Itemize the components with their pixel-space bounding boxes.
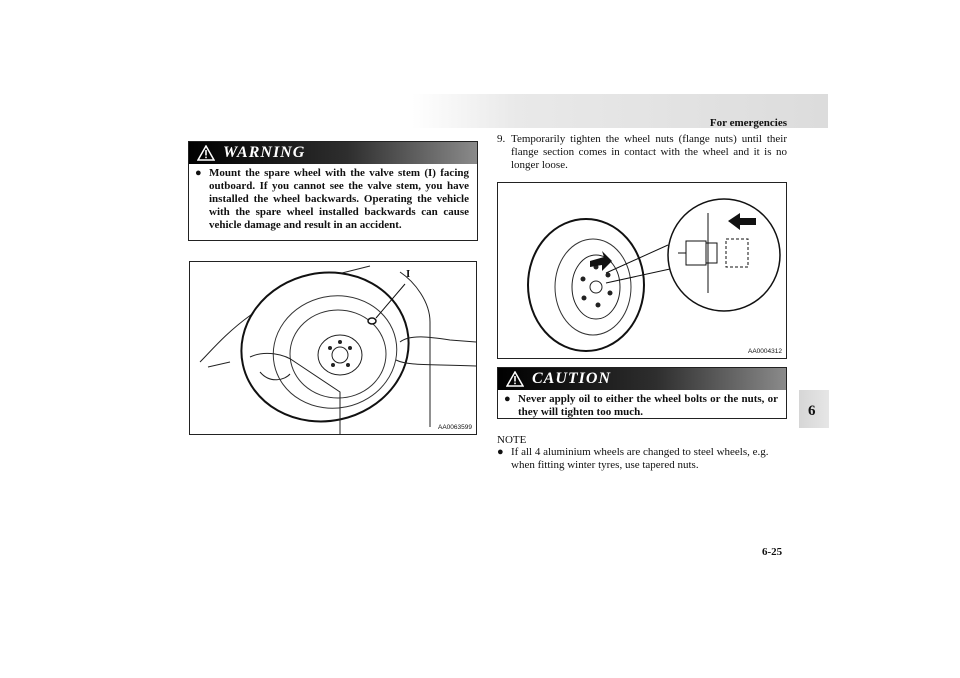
caution-box: [497, 367, 787, 419]
step-9: [497, 133, 787, 172]
chapter-tab-number: 6: [808, 403, 816, 419]
section-title: For emergencies: [709, 117, 787, 129]
warning-triangle-icon: [197, 145, 215, 161]
note-text: If all 4 aluminium wheels are changed to steel wheels, e.g. when fitting winter tyres, use tapered nuts.: [511, 446, 769, 471]
wheel-nut-figure: [497, 182, 787, 359]
valve-stem-callout: I: [406, 268, 411, 280]
page-number: 6-25: [762, 546, 783, 558]
figure-code: AA0004312: [748, 348, 782, 355]
note-label: NOTE: [497, 434, 527, 446]
wheel-nut-illustration: [498, 183, 786, 358]
caution-item: [498, 390, 786, 419]
warning-label: WARNING: [223, 144, 306, 161]
step-number: 9.: [497, 133, 506, 145]
figure-code: AA0063599: [438, 424, 472, 431]
warning-banner: [189, 142, 477, 164]
caution-banner: [498, 368, 786, 390]
spare-wheel-figure: [189, 261, 477, 435]
step-text: Temporarily tighten the wheel nuts (flange nuts) until their flange section comes in contact with the wheel and it is no longer loose.: [511, 133, 787, 171]
bullet-icon: ●: [497, 446, 504, 458]
caution-text: Never apply oil to either the wheel bolts or the nuts, or they will tighten too much.: [518, 393, 778, 418]
note-item: [497, 446, 787, 472]
warning-item: [189, 164, 477, 232]
spare-wheel-illustration: [190, 262, 476, 434]
caution-label: CAUTION: [532, 370, 612, 387]
warning-text: Mount the spare wheel with the valve stem (I) facing outboard. If you cannot see the valve stem, you have installed the wheel backwards. Operating the vehicle with the spare wheel installed backwards can cause vehicle damage and result in an accident.: [209, 167, 469, 231]
caution-triangle-icon: [506, 371, 524, 387]
bullet-icon: ●: [195, 167, 202, 179]
bullet-icon: ●: [504, 393, 511, 405]
warning-box: [188, 141, 478, 241]
